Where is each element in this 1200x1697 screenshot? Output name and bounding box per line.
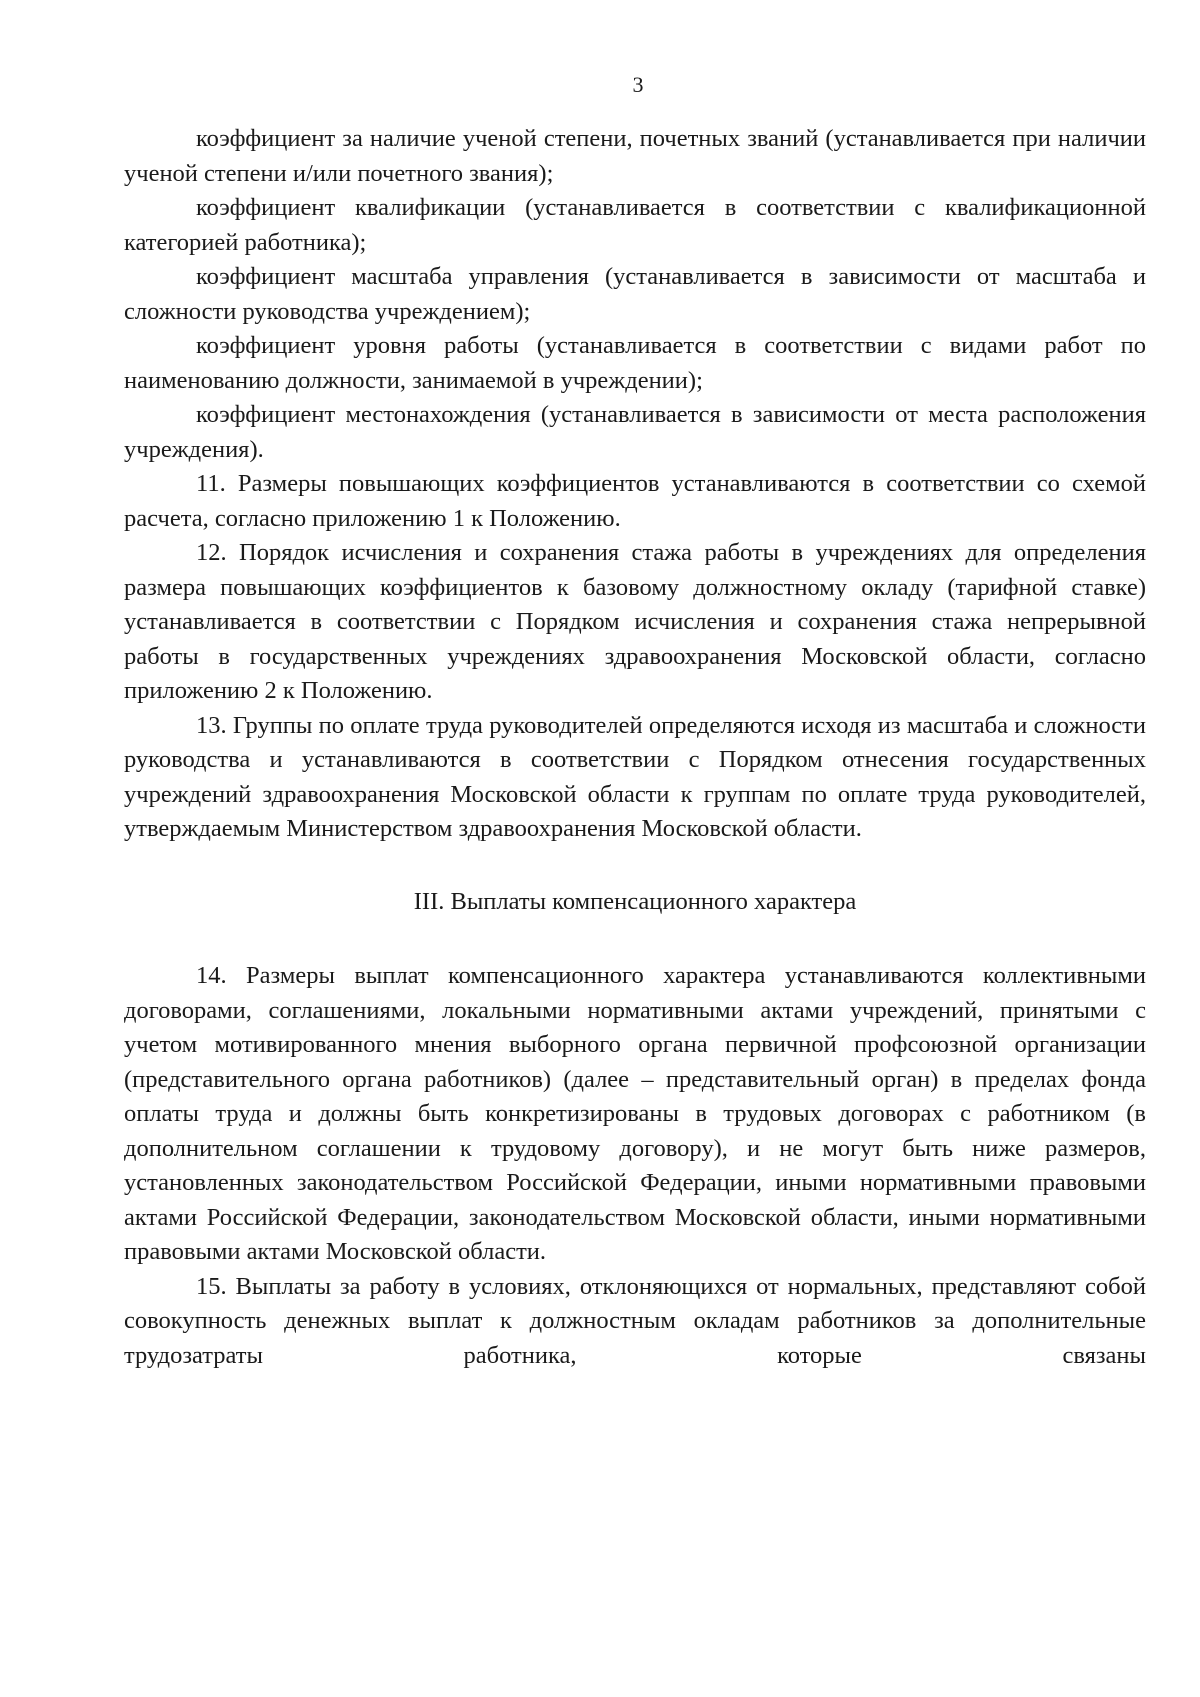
paragraph-degree-coefficient: коэффициент за наличие ученой степени, почетных званий (устанавливается при наличии ученой степени и/или почетного звания); — [124, 125, 1146, 187]
paragraph-14: 14. Размеры выплат компенсационного характера устанавливаются коллективными договорами, соглашениями, локальными нормативными актами учреждений, принятыми с учетом мотивированного мнения выборного органа первичной профсоюзной организации (представительного органа работников) (далее – представительный орган) в пределах фонда оплаты труда и должны быть конкретизированы в трудовых договорах с работником (в дополнительном соглашении к трудовому договору), и не могут быть ниже размеров, установленных законодательством Российской Федерации, иными нормативными правовыми актами Российской Федерации, законодательством Московской области, иными нормативными правовыми актами Московской области. — [124, 962, 1146, 1265]
paragraph-12: 12. Порядок исчисления и сохранения стажа работы в учреждениях для определения размера повышающих коэффициентов к базовому должностному окладу (тарифной ставке) устанавливается в соответствии с Порядком исчисления и сохранения стажа непрерывной работы в государственных учреждениях здравоохранения Московской области, согласно приложению 2 к Положению. — [124, 539, 1146, 704]
paragraph-location-coefficient: коэффициент местонахождения (устанавливается в зависимости от места расположения учреждения). — [124, 401, 1146, 463]
page-number: 3 — [632, 72, 644, 97]
paragraph-work-level-coefficient: коэффициент уровня работы (устанавливается в соответствии с видами работ по наименованию должности, занимаемой в учреждении); — [124, 332, 1146, 394]
section-heading-iii: III. Выплаты компенсационного характера — [413, 887, 857, 915]
document-body — [124, 122, 1146, 1373]
paragraph-qualification-coefficient: коэффициент квалификации (устанавливается в соответствии с квалификационной категорией работника); — [124, 194, 1146, 256]
paragraph-11: 11. Размеры повышающих коэффициентов устанавливаются в соответствии со схемой расчета, согласно приложению 1 к Положению. — [124, 470, 1146, 532]
paragraph-management-scale-coefficient: коэффициент масштаба управления (устанавливается в зависимости от масштаба и сложности руководства учреждением); — [124, 263, 1146, 325]
paragraph-13: 13. Группы по оплате труда руководителей определяются исходя из масштаба и сложности руководства и устанавливаются в соответствии с Порядком отнесения государственных учреждений здравоохранения Московской области к группам по оплате труда руководителей, утверждаемым Министерством здравоохранения Московской области. — [124, 711, 1146, 842]
paragraph-15: 15. Выплаты за работу в условиях, отклоняющихся от нормальных, представляют собой совокупность денежных выплат к должностным окладам работников за дополнительные трудозатраты работника, которые связаны — [124, 1272, 1146, 1369]
